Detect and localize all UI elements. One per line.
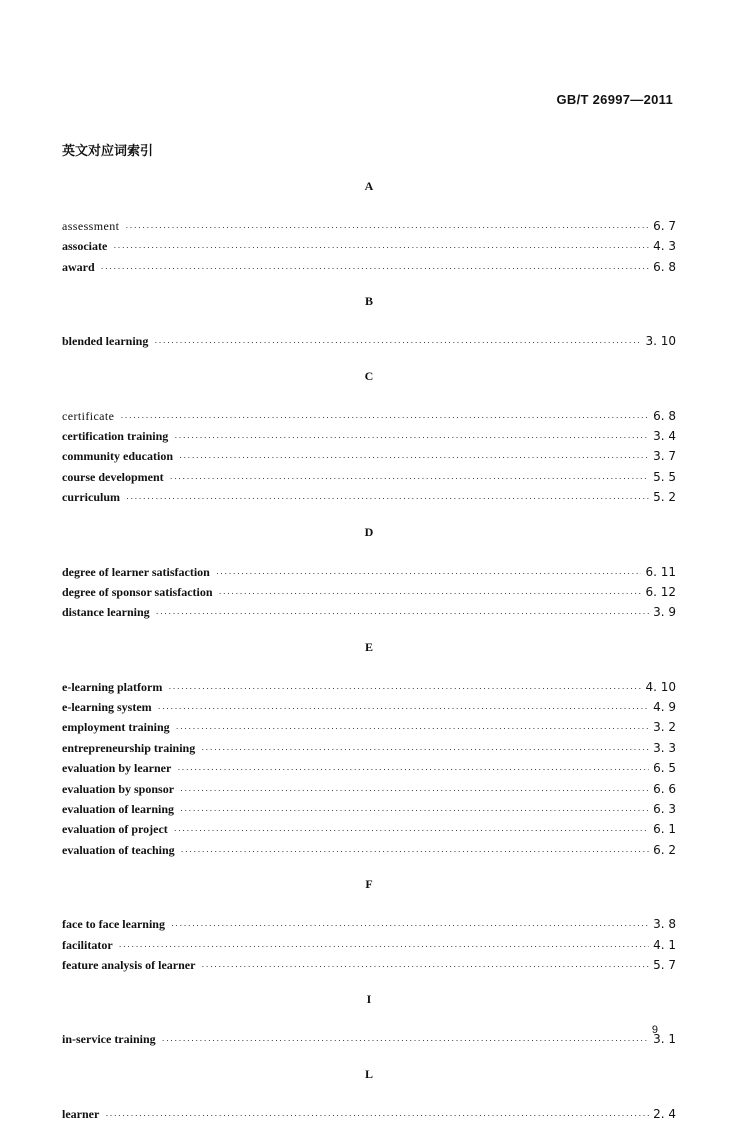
clause-reference: 6. 12 [645, 584, 676, 599]
dot-leader [113, 237, 649, 257]
index-term: distance learning [62, 605, 150, 620]
index-section [62, 331, 676, 351]
index-section [62, 562, 676, 623]
clause-reference: 3. 1 [653, 1032, 676, 1047]
standard-code: GB/T 26997—2011 [556, 92, 673, 107]
index-entry [62, 406, 676, 426]
dot-leader [120, 407, 649, 427]
page-number: 9 [651, 1024, 658, 1036]
index-term: entrepreneurship training [62, 740, 196, 755]
clause-reference: 6. 3 [653, 802, 676, 817]
index-term: assessment [62, 219, 120, 233]
index-entry [62, 799, 676, 819]
index-term: course development [62, 469, 164, 484]
clause-reference: 4. 3 [653, 239, 676, 254]
dot-leader [126, 488, 649, 508]
clause-reference: 6. 5 [653, 761, 676, 776]
clause-reference: 3. 8 [653, 917, 676, 932]
dot-leader [181, 841, 649, 861]
dot-leader [171, 915, 649, 935]
dot-leader [201, 739, 649, 759]
index-term: facilitator [62, 937, 113, 952]
dot-leader [105, 1105, 649, 1125]
index-term: evaluation by sponsor [62, 781, 175, 796]
index-entry [62, 331, 676, 351]
index-term: e-learning platform [62, 679, 163, 694]
index-entry [62, 1029, 676, 1049]
index-term: award [62, 259, 95, 274]
clause-reference: 3. 4 [653, 428, 676, 443]
dot-leader [201, 956, 649, 976]
index-entry [62, 840, 676, 860]
section-letter-f: F [365, 877, 373, 892]
index-term: associate [62, 239, 108, 254]
dot-leader [179, 447, 649, 467]
clause-reference: 3. 9 [653, 605, 676, 620]
index-entry [62, 677, 676, 697]
index-entry [62, 738, 676, 758]
index-entry [62, 467, 676, 487]
dot-leader [162, 1030, 649, 1050]
dot-leader [170, 468, 649, 488]
clause-reference: 6. 2 [653, 842, 676, 857]
dot-leader [168, 678, 641, 698]
index-entry [62, 426, 676, 446]
index-entry [62, 819, 676, 839]
index-section [62, 1104, 676, 1124]
section-letter-i: I [366, 992, 372, 1007]
section-letter-c: C [364, 368, 374, 383]
clause-reference: 4. 9 [653, 700, 676, 715]
section-letter-d: D [364, 524, 374, 539]
index-term: feature analysis of learner [62, 957, 196, 972]
index-term: evaluation of teaching [62, 842, 175, 857]
index-term: evaluation of learning [62, 802, 175, 817]
index-section [62, 216, 676, 277]
index-term: learner [62, 1106, 100, 1121]
index-term: evaluation of project [62, 822, 168, 837]
dot-leader [158, 698, 649, 718]
clause-reference: 3. 7 [653, 449, 676, 464]
section-letter-l: L [364, 1066, 373, 1081]
clause-reference: 6. 7 [653, 219, 676, 233]
clause-reference: 6. 1 [653, 822, 676, 837]
clause-reference: 6. 11 [645, 564, 676, 579]
index-title: 英文对应词索引 [62, 144, 154, 159]
index-term: degree of learner satisfaction [62, 564, 210, 579]
index-section [62, 406, 676, 508]
dot-leader [180, 800, 649, 820]
index-term: community education [62, 449, 173, 464]
index-entry [62, 446, 676, 466]
dot-leader [219, 583, 642, 603]
dot-leader [180, 780, 649, 800]
index-entry [62, 758, 676, 778]
index-term: face to face learning [62, 917, 165, 932]
index-entry [62, 779, 676, 799]
index-entry [62, 935, 676, 955]
dot-leader [156, 603, 649, 623]
index-term: certification training [62, 428, 169, 443]
clause-reference: 2. 4 [653, 1106, 676, 1121]
clause-reference: 3. 3 [653, 740, 676, 755]
dot-leader [176, 718, 649, 738]
index-entry [62, 487, 676, 507]
clause-reference: 5. 2 [653, 490, 676, 505]
section-letter-b: B [364, 294, 373, 309]
clause-reference: 6. 8 [653, 408, 676, 423]
index-entry [62, 1104, 676, 1124]
index-term: employment training [62, 720, 170, 735]
index-entry [62, 914, 676, 934]
index-section [62, 1029, 676, 1049]
dot-leader [154, 332, 641, 352]
index-section [62, 914, 676, 975]
index-term: e-learning system [62, 700, 152, 715]
index-term: in-service training [62, 1032, 156, 1047]
index-term: curriculum [62, 490, 120, 505]
dot-leader [125, 217, 649, 237]
dot-leader [216, 563, 642, 583]
index-entry [62, 582, 676, 602]
dot-leader [101, 258, 649, 278]
clause-reference: 5. 5 [653, 469, 676, 484]
index-entry [62, 697, 676, 717]
index-entry [62, 955, 676, 975]
clause-reference: 3. 10 [645, 334, 676, 349]
clause-reference: 5. 7 [653, 957, 676, 972]
index-entry [62, 717, 676, 737]
index-term: blended learning [62, 334, 149, 349]
index-entry [62, 257, 676, 277]
dot-leader [174, 820, 649, 840]
index-entry [62, 602, 676, 622]
clause-reference: 6. 6 [653, 781, 676, 796]
clause-reference: 4. 1 [653, 937, 676, 952]
index-entry [62, 562, 676, 582]
section-letter-a: A [364, 179, 374, 193]
index-list [62, 178, 676, 1140]
clause-reference: 4. 10 [645, 679, 676, 694]
index-entry [62, 236, 676, 256]
index-term: evaluation by learner [62, 761, 172, 776]
dot-leader [119, 936, 649, 956]
index-entry [62, 216, 676, 236]
index-term: certificate [62, 408, 115, 423]
dot-leader [177, 759, 649, 779]
index-section [62, 677, 676, 861]
clause-reference: 6. 8 [653, 259, 676, 274]
dot-leader [174, 427, 649, 447]
section-letter-e: E [364, 639, 373, 654]
clause-reference: 3. 2 [653, 720, 676, 735]
index-term: degree of sponsor satisfaction [62, 584, 213, 599]
